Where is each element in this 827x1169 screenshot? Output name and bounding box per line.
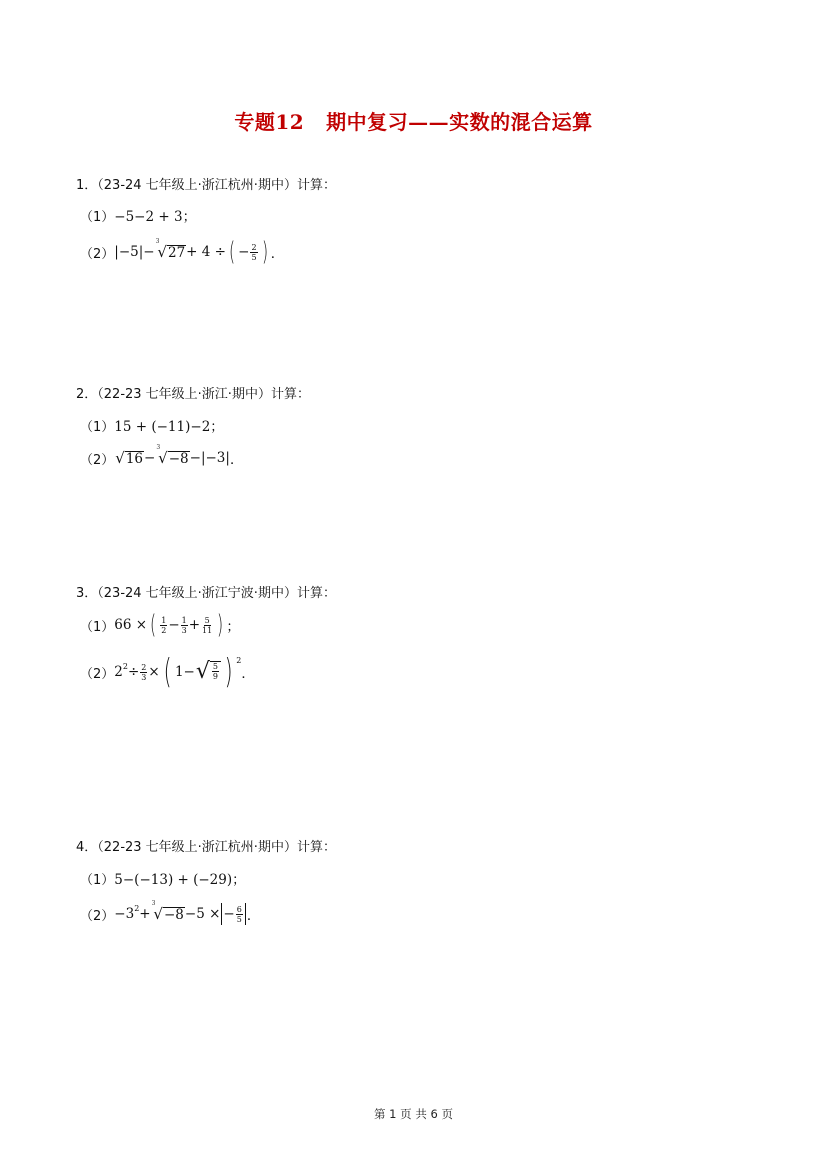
term: −5 ×: [184, 906, 221, 922]
operator: ×: [148, 664, 160, 680]
part-label: （1）: [80, 209, 115, 225]
expression: −5−2 + 3；: [114, 209, 197, 225]
cube-root: 3 √ −8: [151, 899, 184, 923]
question-1-part-1: [80, 205, 196, 225]
operator: +: [188, 617, 201, 633]
title-topic-name: 期中复习——实数的混合运算: [326, 110, 593, 134]
denominator: 5: [251, 252, 257, 262]
period: ．: [241, 666, 255, 682]
cube-root: 3 √ −8: [156, 443, 189, 467]
operator: ÷: [127, 664, 140, 680]
question-1-heading: 1．（23-24 七年级上·浙江杭州·期中）计算：: [76, 178, 336, 193]
question-3-part-2: [80, 652, 255, 692]
denominator: 3: [181, 625, 187, 635]
question-4-part-1: [80, 868, 246, 888]
root-index: 3: [156, 443, 161, 451]
operator: −: [144, 450, 156, 466]
part-label: （1）: [80, 872, 115, 888]
part-label: （1）: [80, 619, 115, 635]
expression: −3 2 + 3 √ −8 −5 × − $\frac{6}{5}$ ．: [114, 899, 261, 924]
period: ．: [270, 246, 285, 262]
expression: 5−(−13) + (−29)；: [114, 872, 246, 888]
question-2-heading: 2．（22-23 七年级上·浙江·期中）计算：: [76, 387, 310, 402]
question-2-part-2: [80, 443, 244, 468]
denominator: 2: [161, 625, 167, 635]
part-label: （1）: [80, 419, 115, 435]
denominator: 9: [212, 672, 218, 681]
fraction: [140, 663, 147, 682]
fraction: [160, 616, 167, 635]
fraction: [250, 243, 257, 262]
period: ．: [229, 452, 244, 468]
expression: 66 × ( $\frac{1}{2}$ − $\frac{1}{3}$ + $\frac{5}{11}$ ) ；: [114, 610, 240, 640]
base: 2: [114, 664, 123, 680]
question-3-heading: 3．（23-24 七年级上·浙江宁波·期中）计算：: [76, 586, 336, 601]
operator: +: [139, 906, 151, 922]
title-topic-number: 专题12: [234, 110, 305, 134]
term: 1−: [174, 664, 195, 680]
denominator: 5: [236, 914, 242, 924]
root-index: 3: [155, 237, 160, 245]
numerator: 1: [181, 615, 187, 625]
fraction: [181, 616, 188, 635]
abs-term: −|−3|: [189, 450, 230, 466]
part-label: （2）: [80, 246, 115, 262]
square-root: √ $\frac{5}{9}$: [196, 660, 221, 684]
question-1-part-2: [80, 237, 285, 267]
numerator: 2: [251, 242, 257, 252]
root-index: 3: [151, 899, 156, 907]
numerator: 5: [204, 615, 210, 625]
radicand: −8: [163, 906, 184, 923]
numerator: 1: [161, 615, 167, 625]
part-label: （2）: [80, 666, 115, 682]
numerator: 6: [236, 904, 242, 914]
square-root: √ 16: [115, 448, 144, 467]
denominator: 3: [141, 672, 147, 682]
exponent: 2: [236, 655, 242, 665]
question-4-heading: 4．（22-23 七年级上·浙江杭州·期中）计算：: [76, 840, 336, 855]
denominator: 11: [202, 625, 213, 635]
part-label: （2）: [80, 908, 115, 924]
term: −3: [114, 906, 135, 922]
page-title: [0, 106, 827, 135]
radicand: −8: [168, 450, 189, 467]
period: ．: [246, 908, 261, 924]
numerator: 2: [141, 662, 147, 672]
expression: |−5|− 3 √ 27 + 4 ÷ ( − $\frac{2}{5}$ ) ．: [114, 237, 285, 267]
coefficient: 66 ×: [114, 617, 148, 633]
question-4-part-2: [80, 899, 261, 925]
numerator: 5: [212, 662, 218, 671]
radicand: 27: [167, 244, 186, 261]
exponent: 2: [134, 903, 140, 913]
radicand: 16: [125, 450, 144, 467]
fraction: [201, 616, 213, 635]
operator: + 4 ÷: [186, 244, 226, 260]
abs-term: |−5|−: [114, 244, 155, 260]
page-footer: 第 1 页 共 6 页: [374, 1107, 453, 1121]
question-3-part-1: [80, 610, 240, 640]
exponent: 2: [122, 661, 128, 671]
semicolon: ；: [226, 619, 240, 635]
expression: 15 + (−11)−2；: [114, 419, 224, 435]
question-2-part-1: [80, 415, 224, 435]
fraction: [212, 662, 219, 681]
fraction: [236, 905, 243, 924]
part-label: （2）: [80, 452, 115, 468]
expression: 2 2 ÷ $\frac{2}{3}$ × ( 1− √ $\frac{5}{9}$ ) 2 ．: [114, 652, 255, 692]
expression: [114, 443, 244, 468]
cube-root: 3 √ 27: [155, 237, 186, 261]
